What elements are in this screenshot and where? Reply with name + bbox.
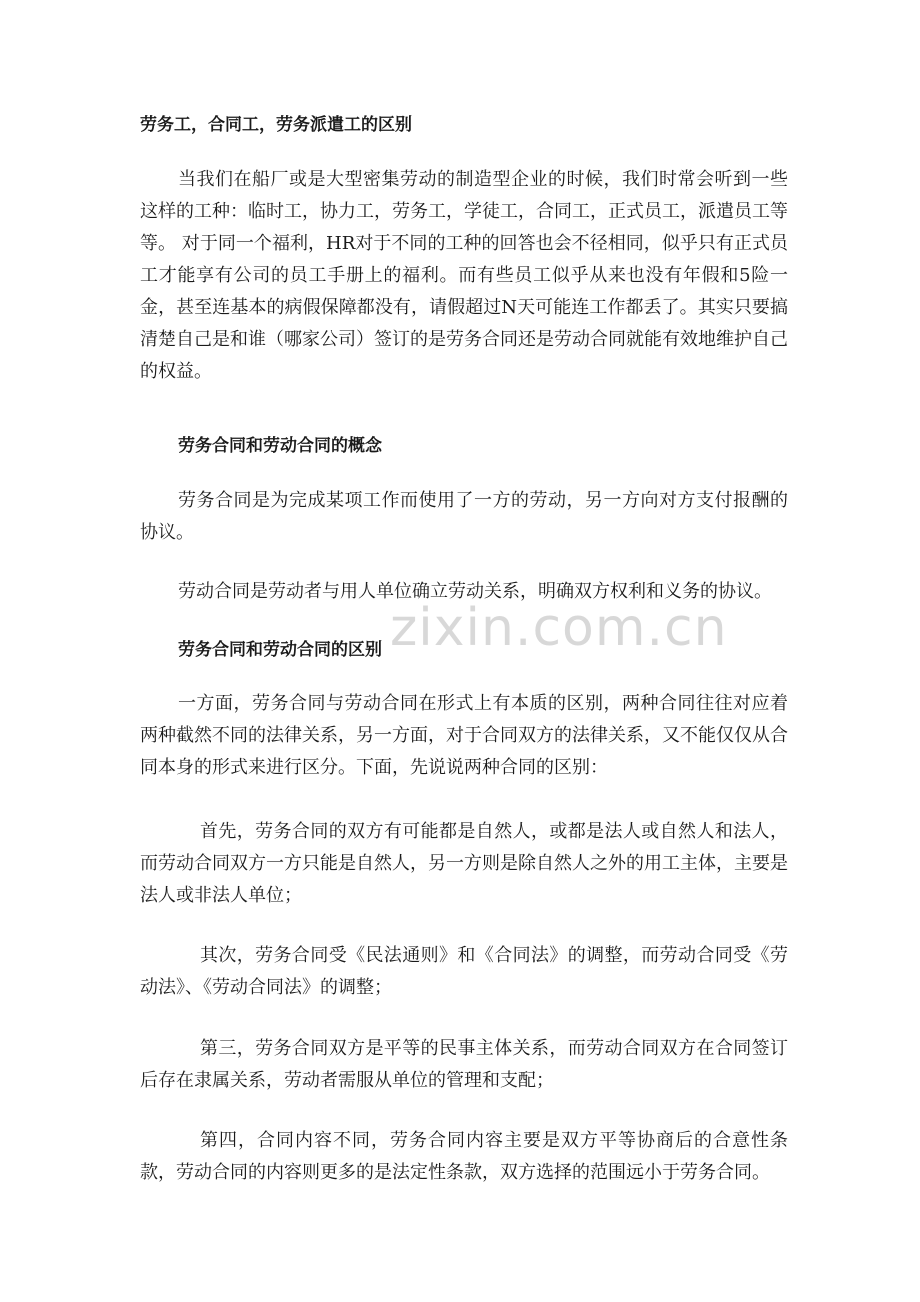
document-title: 劳务工，合同工，劳务派遣工的区别 bbox=[140, 115, 412, 135]
paragraph-labor-service-definition: 劳务合同是为完成某项工作而使用了一方的劳动，另一方向对方支付报酬的协议。 bbox=[140, 490, 788, 543]
difference-item-fourth: 第四，合同内容不同，劳务合同内容主要是双方平等协商后的合意性条款，劳动合同的内容则更多的是法定性条款，双方选择的范围远小于劳务合同。 bbox=[140, 1130, 788, 1183]
section-heading-difference: 劳务合同和劳动合同的区别 bbox=[178, 640, 382, 660]
paragraph-labor-contract-definition: 劳动合同是劳动者与用人单位确立劳动关系，明确双方权利和义务的协议。 bbox=[178, 581, 772, 602]
difference-item-first: 首先，劳务合同的双方有可能都是自然人，或都是法人或自然人和法人，而劳动合同双方一方只能是自然人，另一方则是除自然人之外的用工主体，主要是法人或非法人单位； bbox=[140, 821, 788, 906]
watermark: zixin.com.cn bbox=[390, 598, 728, 658]
paragraph-difference-intro: 一方面，劳务合同与劳动合同在形式上有本质的区别，两种合同往往对应着两种截然不同的法律关系，另一方面，对于合同双方的法律关系，又不能仅仅从合同本身的形式来进行区分。下面，先说说两种合同的区别： bbox=[140, 693, 788, 778]
difference-item-third: 第三，劳务合同双方是平等的民事主体关系，而劳动合同双方在合同签订后存在隶属关系，劳动者需服从单位的管理和支配； bbox=[140, 1038, 788, 1091]
intro-paragraph: 当我们在船厂或是大型密集劳动的制造型企业的时候，我们时常会听到一些这样的工种：临时工，协力工，劳务工，学徒工，合同工，正式员工，派遣员工等等。 对于同一个福利，HR对于不同的工种的回答也会不径相同，似乎只有正式员工才能享有公司的员工手册上的福利。而有些员工似乎从来也没有年假和5险一金，甚至连基本的病假保障都没有，请假超过N天可能连工作都丢了。其实只要搞清楚自己是和谁（哪家公司）签订的是劳务合同还是劳动合同就能有效地维护自己的权益。 bbox=[140, 169, 788, 382]
section-heading-concept: 劳务合同和劳动合同的概念 bbox=[178, 436, 382, 456]
difference-item-second: 其次，劳务合同受《民法通则》和《合同法》的调整，而劳动合同受《劳动法》、《劳动合同法》的调整； bbox=[140, 945, 788, 998]
